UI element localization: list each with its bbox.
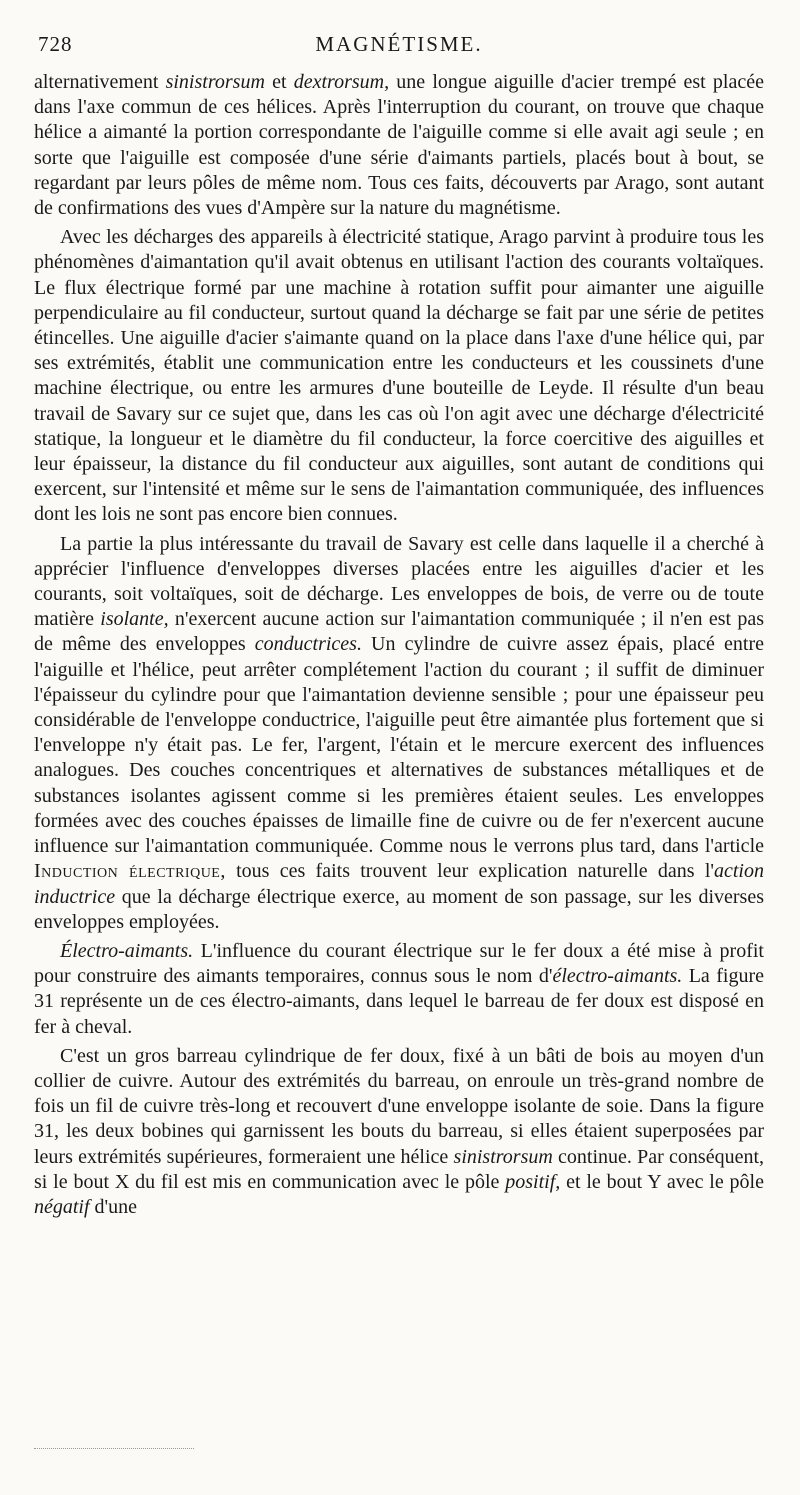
- small-caps-text: Induction électrique,: [34, 860, 226, 883]
- text-run: et: [264, 71, 294, 93]
- text-run: que la décharge électrique exerce, au moment de son passage, sur les diverses enveloppes employées.: [34, 885, 764, 933]
- page-number: 728: [38, 32, 73, 56]
- text-run: d'une: [89, 1195, 138, 1218]
- footer-rule: [34, 1448, 194, 1449]
- text-run: une longue aiguille d'acier trempé est placée dans l'axe commun de ces hélices. Après l'interruption du courant, on trouve que chaque hélice a aimanté la portion correspondante de l'aiguille comme si elle avait agi seule ; en sorte que l'aiguille est composée d'une série d'aimants partiels, placés bout à bout, se regardant par leurs pôles de même nom. Tous ces faits, découverts par Arago, sont autant de confirmations des vues d'Ampère sur la nature du magnétisme.: [34, 71, 765, 220]
- italic-text: dextrorsum,: [293, 71, 390, 93]
- italic-text: électro-aimants.: [552, 965, 683, 988]
- text-run: La partie la plus intéressante du travail de Savary est celle dans laquelle il a cherché à apprécier l'influence d'enveloppes diverses placées entre les aiguilles d'acier et les courants, soit voltaïques, soit de décharge. Les enveloppes de bois, de verre ou de toute matière: [34, 532, 764, 631]
- text-run: alternativement: [34, 71, 166, 93]
- text-run: continue. Par conséquent, si le bout X du fil est mis en communication avec le pôle: [34, 1145, 765, 1193]
- running-title: MAGNÉTISME.: [315, 32, 483, 56]
- italic-text: conductrices.: [254, 633, 362, 656]
- italic-text: sinistrorsum: [453, 1145, 553, 1168]
- text-run: tous ces faits trouvent leur explication naturelle dans l': [225, 860, 714, 883]
- paragraph: [34, 1044, 764, 1220]
- paragraph: [34, 532, 764, 935]
- paragraph: [34, 939, 764, 1040]
- text-run: n'exercent aucune action sur l'aimantation communiquée ; il n'en est pas de même des enveloppes: [34, 608, 765, 656]
- text-run: Un cylindre de cuivre assez épais, placé entre l'aiguille et l'hélice, peut arrêter complétement l'action du courant ; il suffit de diminuer l'épaisseur du cylindre pour que l'aimantation devienne sensible ; pour une épaisseur peu considérable de l'enveloppe conductrice, l'aiguille peut être aimantée plus fortement que si l'enveloppe n'y était pas. Le fer, l'argent, l'étain et le mercure exercent des influences analogues. Des couches concentriques et alternatives de substances métalliques et de substances isolantes agissent comme si les premières étaient seules. Les enveloppes formées avec des couches épaisses de limaille fine de cuivre ou de fer n'exercent aucune influence sur l'aimantation communiquée. Comme nous le verrons plus tard, dans l'article: [34, 633, 764, 858]
- italic-text: sinistrorsum: [165, 71, 265, 93]
- text-run: L'influence du courant électrique sur le fer doux a été mise à profit pour construire des aimants temporaires, connus sous le nom d': [34, 939, 764, 988]
- italic-text: négatif: [34, 1195, 90, 1218]
- text-run: C'est un gros barreau cylindrique de fer doux, fixé à un bâti de bois au moyen d'un collier de cuivre. Autour des extrémités du barreau, on enroule un très-grand nombre de fois un fil de cuivre très-long et recouvert d'une enveloppe isolante de soie. Dans la figure 31, les deux bobines qui garnissent les bouts du barreau, si elles étaient superposées par leurs extrémités supérieures, formeraient une hélice: [34, 1044, 764, 1168]
- body-text: [34, 70, 764, 1220]
- italic-text: positif,: [505, 1170, 561, 1193]
- paragraph: [34, 70, 764, 221]
- italic-text: isolante,: [100, 608, 169, 631]
- text-run: La figure 31 représente un de ces électro-aimants, dans lequel le barreau de fer doux est disposé en fer à cheval.: [34, 965, 764, 1038]
- page-header: [34, 24, 764, 70]
- italic-text: Électro-aimants.: [60, 939, 194, 962]
- italic-text: action inductrice: [34, 860, 764, 908]
- text-run: et le bout Y avec le pôle: [560, 1170, 764, 1193]
- paragraph: [34, 225, 764, 527]
- text-run: Avec les décharges des appareils à électricité statique, Arago parvint à produire tous les phénomènes d'aimantation qu'il avait obtenus en utilisant l'action des courants voltaïques. Le flux électrique formé par une machine à rotation suffit pour aimanter une aiguille perpendiculaire au fil conducteur, surtout quand la décharge se fait par une série de petites étincelles. Une aiguille d'acier s'aimante quand on la place dans l'axe d'une hélice qui, par ses extrémités, établit une communication entre les conducteurs et les coussinets d'une machine électrique, ou entre les armures d'une bouteille de Leyde. Il résulte d'un beau travail de Savary sur ce sujet que, dans les cas où l'on agit avec une décharge d'électricité statique, la longueur et le diamètre du fil conducteur, la force coercitive des aiguilles et leur épaisseur, la distance du fil conducteur aux aiguilles, sont autant de conditions qui exercent, sur l'intensité et même sur le sens de l'aimantation communiquée, des influences dont les lois ne sont pas encore bien connues.: [34, 226, 764, 526]
